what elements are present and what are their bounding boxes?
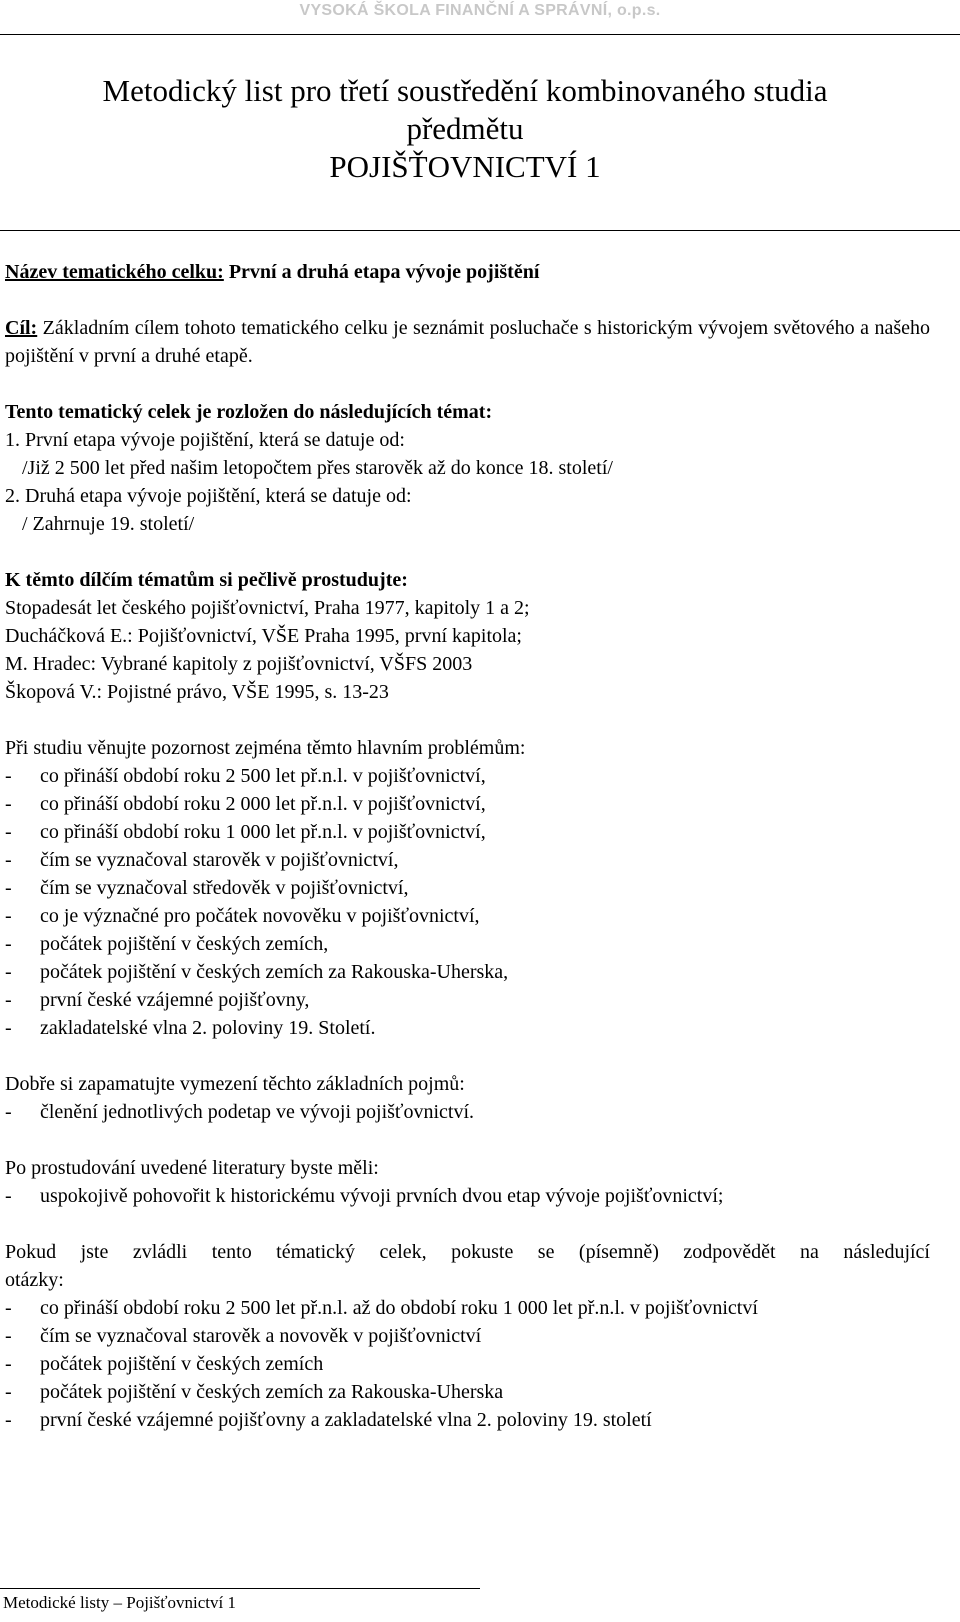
after-study-heading: Po prostudování uvedené literatury byste měli: — [5, 1157, 379, 1179]
question-item: - čím se vyznačoval starověk a novověk v pojišťovnictví — [5, 1325, 482, 1347]
problem-item: - co přináší období roku 2 500 let př.n.l. v pojišťovnictví, — [5, 765, 486, 787]
document-title — [0, 72, 930, 186]
title-line-1: Metodický list pro třetí soustředění kombinovaného studia — [102, 73, 828, 108]
topic-item-1: 1. První etapa vývoje pojištění, která se datuje od: — [5, 429, 405, 451]
document-body — [5, 258, 930, 1434]
page-footer: Metodické listy – Pojišťovnictví 1 — [3, 1593, 236, 1612]
problems-heading: Při studiu věnujte pozornost zejména těmto hlavním problémům: — [5, 737, 526, 759]
problem-item: - co přináší období roku 2 000 let př.n.l. v pojišťovnictví, — [5, 793, 486, 815]
problem-item: - počátek pojištění v českých zemích, — [5, 933, 329, 955]
problem-item: - co je význačné pro počátek novověku v pojišťovnictví, — [5, 905, 480, 927]
topic-item-2: 2. Druhá etapa vývoje pojištění, která se datuje od: — [5, 485, 412, 507]
problem-item: - co přináší období roku 1 000 let př.n.l. v pojišťovnictví, — [5, 821, 486, 843]
literature-item: Stopadesát let českého pojišťovnictví, Praha 1977, kapitoly 1 a 2; — [5, 597, 530, 619]
literature-item: Škopová V.: Pojistné právo, VŠE 1995, s. 13-23 — [5, 681, 389, 703]
title-line-3: POJIŠŤOVNICTVÍ 1 — [329, 149, 601, 184]
title-line-2: předmětu — [406, 111, 524, 146]
question-item: - počátek pojištění v českých zemích — [5, 1353, 324, 1375]
questions-heading: Pokud jste zvládli tento tématický celek, pokuste se (písemně) zodpovědět na následující — [5, 1241, 930, 1263]
problem-item: - první české vzájemné pojišťovny, — [5, 989, 310, 1011]
topic-label: Název tematického celku: — [5, 261, 224, 283]
after-study-item: - uspokojivě pohovořit k historickému vývoji prvních dvou etap vývoje pojišťovnictví; — [5, 1185, 724, 1207]
questions-heading-cont: otázky: — [5, 1269, 64, 1291]
goal-paragraph — [5, 314, 930, 370]
problem-item: - čím se vyznačoval starověk v pojišťovnictví, — [5, 849, 399, 871]
problem-item: - čím se vyznačoval středověk v pojišťovnictví, — [5, 877, 409, 899]
literature-item: Ducháčková E.: Pojišťovnictví, VŠE Praha 1995, první kapitola; — [5, 625, 522, 647]
topics-heading: Tento tematický celek je rozložen do následujících témat: — [5, 401, 493, 423]
literature-item: M. Hradec: Vybrané kapitoly z pojišťovnictví, VŠFS 2003 — [5, 653, 473, 675]
problem-item: - zakladatelské vlna 2. poloviny 19. Století. — [5, 1017, 376, 1039]
title-divider — [0, 230, 960, 231]
concepts-heading: Dobře si zapamatujte vymezení těchto základních pojmů: — [5, 1073, 465, 1095]
question-item: - první české vzájemné pojišťovny a zakladatelské vlna 2. poloviny 19. století — [5, 1409, 652, 1431]
question-item: - počátek pojištění v českých zemích za Rakouska-Uherska — [5, 1381, 504, 1403]
footer-divider — [0, 1588, 480, 1589]
question-item: - co přináší období roku 2 500 let př.n.l. až do období roku 1 000 let př.n.l. v pojišťovnictví — [5, 1297, 758, 1319]
school-header: VYSOKÁ ŠKOLA FINANČNÍ A SPRÁVNÍ, o.p.s. — [299, 2, 661, 19]
goal-label: Cíl: — [5, 317, 38, 339]
topic-item-1-sub: /Již 2 500 let před našim letopočtem přes starověk až do konce 18. století/ — [22, 457, 613, 479]
concept-item: - členění jednotlivých podetap ve vývoji pojišťovnictví. — [5, 1101, 475, 1123]
problem-item: - počátek pojištění v českých zemích za Rakouska-Uherska, — [5, 961, 509, 983]
topic-value: První a druhá etapa vývoje pojištění — [223, 261, 540, 283]
literature-heading: K těmto dílčím tématům si pečlivě prostudujte: — [5, 569, 408, 591]
topic-line — [5, 258, 930, 286]
header-divider — [0, 34, 960, 35]
topic-item-2-sub: / Zahrnuje 19. století/ — [22, 513, 195, 535]
goal-text: Základním cílem tohoto tematického celku je seznámit posluchače s historickým vývojem světového a našeho pojištění v první a druhé etapě. — [5, 317, 930, 367]
